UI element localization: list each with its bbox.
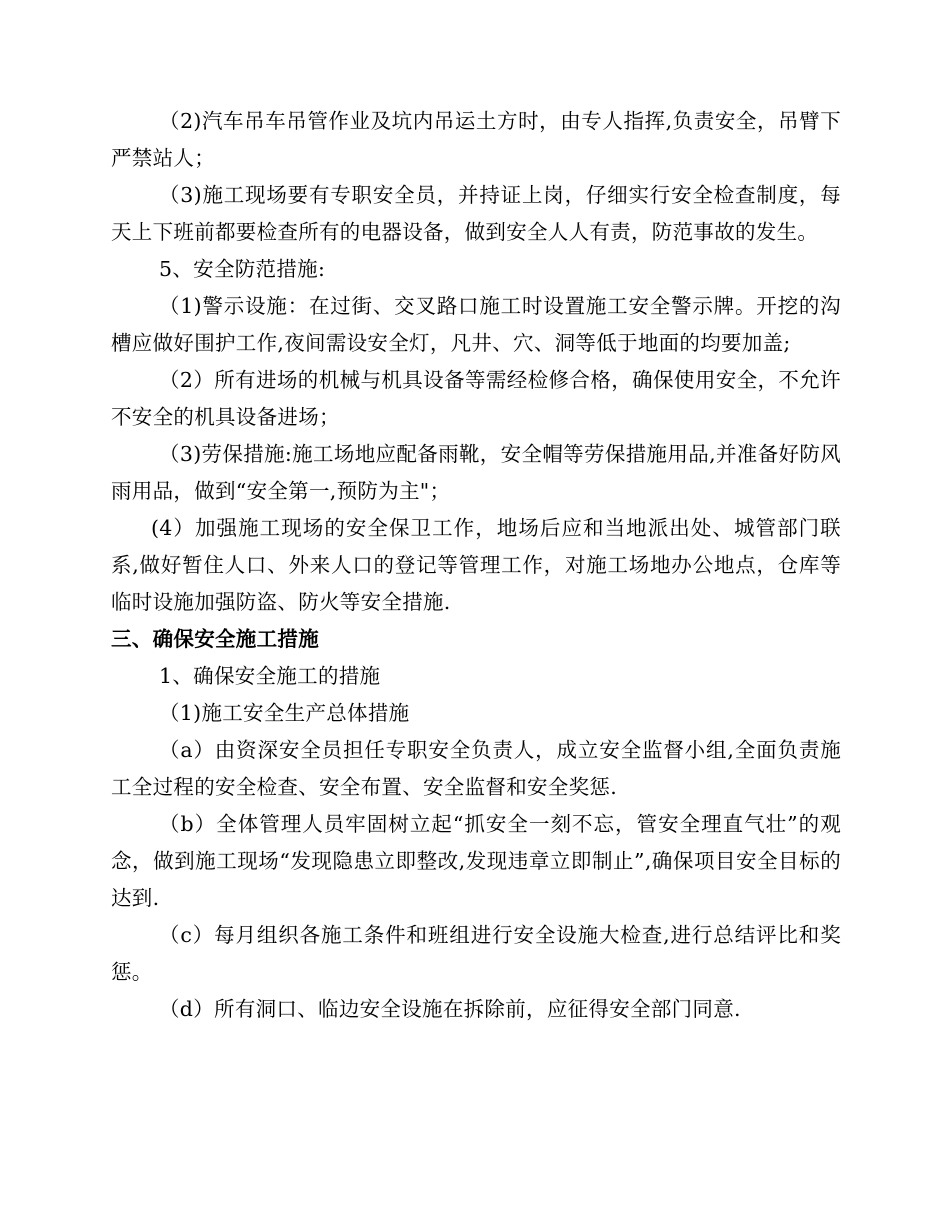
- subsubsection-heading: （1)施工安全生产总体措施: [159, 701, 410, 725]
- chapter-heading: 三、确保安全施工措施: [111, 627, 319, 651]
- subsection-heading: 1、确保安全施工的措施: [159, 664, 381, 688]
- section-heading-safety-prevention: 5、安全防范措施:: [159, 257, 326, 281]
- paragraph-site-security: (4）加强施工现场的安全保卫工作，地场后应和当地派出处、城管部门联系,做好暂住人口、外来人口的登记等管理工作，对施工场地办公地点，仓库等临时设施加强防盗、防火等安全措施.: [111, 516, 841, 614]
- paragraph-labor-protection: （3)劳保措施:施工场地应配备雨靴，安全帽等劳保措施用品,并准备好防风雨用品，做到“安全第一,预防为主"；: [111, 442, 841, 503]
- paragraph-safety-officer: （3)施工现场要有专职安全员，并持证上岗，仔细实行安全检查制度，每天上下班前都要检查所有的电器设备，做到安全人人有责，防范事故的发生。: [111, 183, 841, 244]
- paragraph-crane-safety: （2)汽车吊车吊管作业及坑内吊运土方时，由专人指挥,负责安全，吊臂下严禁站人；: [111, 109, 841, 170]
- document-page: [111, 103, 841, 1028]
- paragraph-item-b: （b）全体管理人员牢固树立起“抓安全一刻不忘，管安全理直气壮”的观念，做到施工现场“发现隐患立即整改,发现违章立即制止”,确保项目安全目标的达到.: [111, 812, 841, 910]
- paragraph-item-c: （c）每月组织各施工条件和班组进行安全设施大检查,进行总结评比和奖惩。: [111, 923, 841, 984]
- paragraph-equipment-inspection: （2）所有进场的机械与机具设备等需经检修合格，确保使用安全，不允许不安全的机具设备进场；: [111, 368, 841, 429]
- paragraph-item-d: （d）所有洞口、临边安全设施在拆除前，应征得安全部门同意.: [159, 997, 741, 1021]
- paragraph-item-a: （a）由资深安全员担任专职安全负责人，成立安全监督小组,全面负责施工全过程的安全检查、安全布置、安全监督和安全奖惩.: [111, 738, 841, 799]
- paragraph-warning-facilities: （1)警示设施：在过街、交叉路口施工时设置施工安全警示牌。开挖的沟槽应做好围护工作,夜间需设安全灯，凡井、穴、洞等低于地面的均要加盖;: [111, 294, 841, 355]
